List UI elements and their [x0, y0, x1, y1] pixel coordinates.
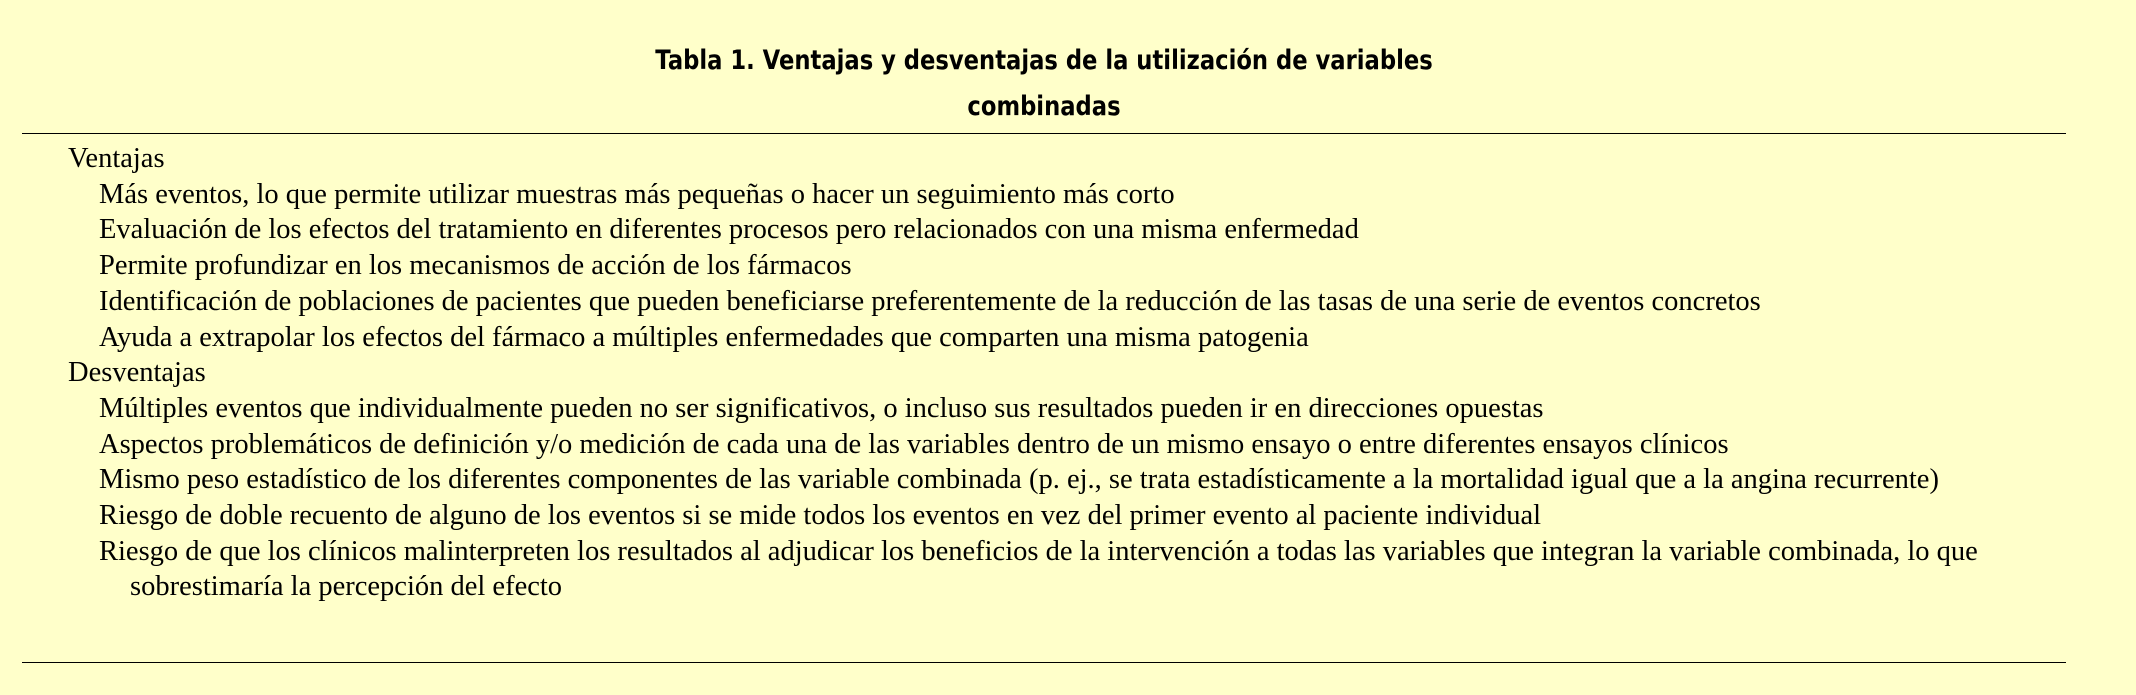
list-item: Múltiples eventos que individualmente pueden no ser significativos, o incluso sus resultados pueden ir en direcciones opuestas: [99, 392, 1544, 424]
list-item: Riesgo de que los clínicos malinterpreten los resultados al adjudicar los beneficios de la intervención a todas las variables que integran la variable combinada, lo que sobrestimaría la percepción del efecto: [99, 535, 1978, 603]
list-item: Riesgo de doble recuento de alguno de los eventos si se mide todos los eventos en vez del primer evento al paciente individual: [99, 500, 1542, 532]
table-title-line-2: combinadas: [967, 91, 1121, 122]
list-item: Más eventos, lo que permite utilizar muestras más pequeñas o hacer un seguimiento más corto: [99, 178, 1175, 210]
list-item: Evaluación de los efectos del tratamiento en diferentes procesos pero relacionados con una misma enfermedad: [99, 214, 1359, 246]
section-ventajas: [68, 141, 2048, 355]
section-desventajas: [68, 355, 2048, 605]
list-item: Permite profundizar en los mecanismos de acción de los fármacos: [99, 250, 852, 282]
table-top-rule: [22, 133, 2066, 134]
table-title: [167, 38, 1921, 130]
item-list: [68, 177, 2048, 356]
list-item: Ayuda a extrapolar los efectos del fármaco a múltiples enfermedades que comparten una misma patogenia: [99, 321, 1309, 353]
list-item: Identificación de poblaciones de pacientes que pueden beneficiarse preferentemente de la reducción de las tasas de una serie de eventos concretos: [99, 285, 1761, 317]
table-body: [68, 141, 2048, 605]
item-list: [68, 391, 2048, 605]
table-bottom-rule: [22, 662, 2066, 663]
section-heading: Ventajas: [68, 143, 165, 174]
section-heading: Desventajas: [68, 357, 206, 389]
list-item: Mismo peso estadístico de los diferentes componentes de las variable combinada (p. ej., se trata estadísticamente a la mortalidad igual que a la angina recurrente): [99, 464, 1939, 496]
list-item: Aspectos problemáticos de definición y/o medición de cada una de las variables dentro de un mismo ensayo o entre diferentes ensayos clínicos: [99, 428, 1729, 460]
table-title-line-1: Tabla 1. Ventajas y desventajas de la utilización de variables: [655, 45, 1433, 76]
